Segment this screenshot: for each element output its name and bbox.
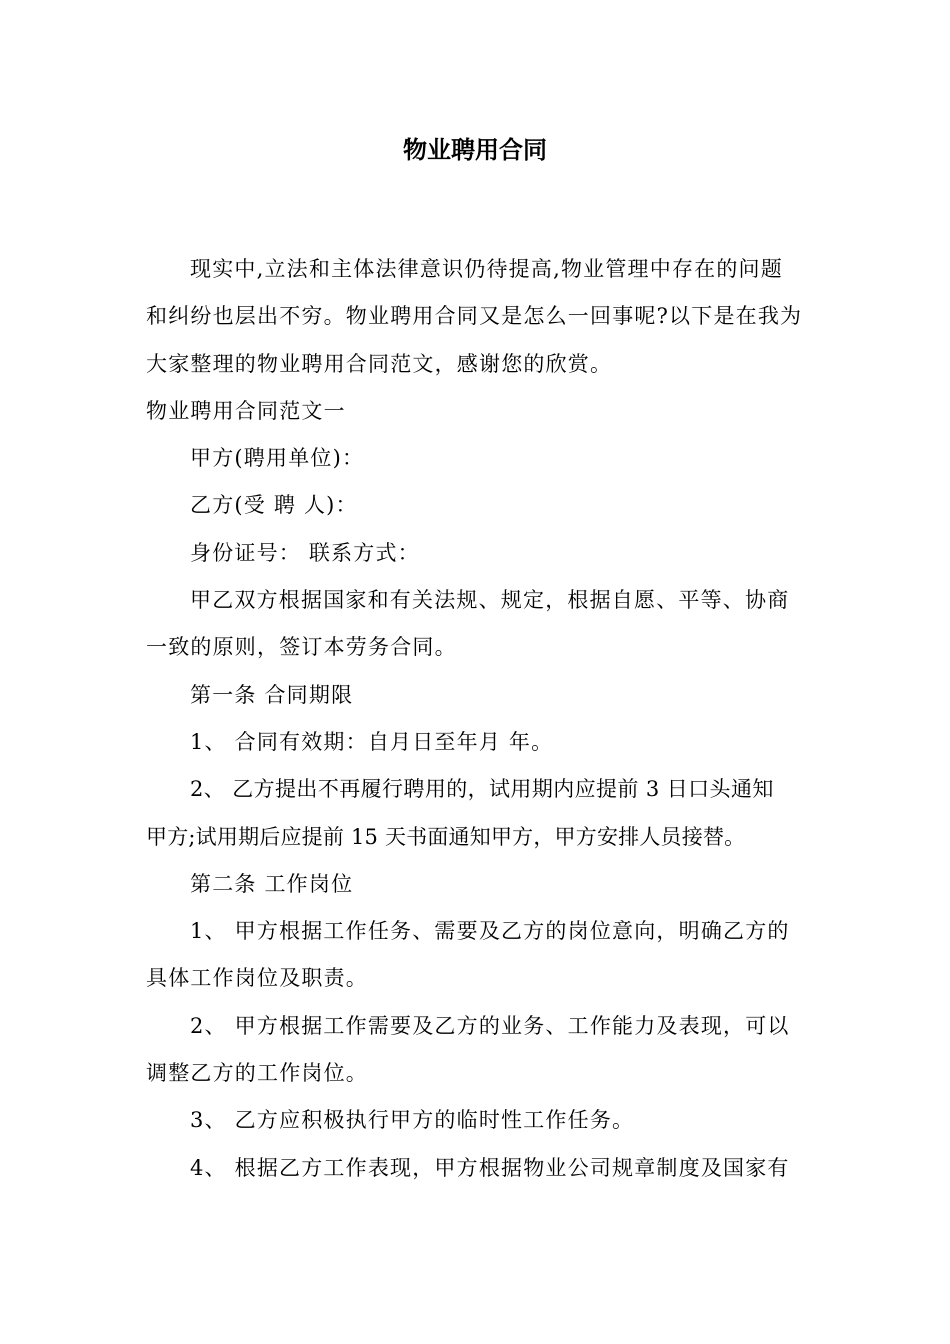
party-b-line: 乙方(受 聘 人)：	[190, 493, 358, 518]
article-2-item-3: 3、 乙方应积极执行甲方的临时性工作任务。	[190, 1108, 635, 1133]
article-2-item-1-line-1: 1、 甲方根据工作任务、需要及乙方的岗位意向，明确乙方的	[190, 919, 790, 944]
party-a-line: 甲方(聘用单位)：	[190, 446, 365, 471]
article-2-item-1-line-2: 具体工作岗位及职责。	[146, 966, 368, 991]
article-1-heading: 第一条 合同期限	[190, 682, 354, 707]
document-title: 物业聘用合同	[403, 136, 547, 164]
agreement-line-1: 甲乙双方根据国家和有关法规、规定，根据自愿、平等、协商	[190, 588, 790, 613]
id-contact-line: 身份证号： 联系方式：	[190, 540, 420, 565]
article-2-heading: 第二条 工作岗位	[190, 871, 354, 896]
intro-line-1: 现实中,立法和主体法律意识仍待提高,物业管理中存在的问题	[190, 257, 783, 281]
article-1-item-1: 1、 合同有效期：自月日至年月 年。	[190, 729, 554, 754]
article-2-item-2-line-1: 2、 甲方根据工作需要及乙方的业务、工作能力及表现，可以	[190, 1013, 790, 1038]
intro-line-2: 和纠纷也层出不穷。物业聘用合同又是怎么一回事呢?以下是在我为	[146, 304, 803, 329]
article-1-item-2-line-2: 甲方;试用期后应提前 15 天书面通知甲方，甲方安排人员接替。	[146, 824, 746, 849]
agreement-line-2: 一致的原则，签订本劳务合同。	[146, 635, 457, 660]
intro-line-3: 大家整理的物业聘用合同范文，感谢您的欣赏。	[146, 351, 613, 376]
section-heading: 物业聘用合同范文一	[146, 398, 346, 423]
article-2-item-2-line-2: 调整乙方的工作岗位。	[146, 1061, 368, 1086]
document-body	[146, 246, 806, 1192]
article-2-item-4-line-1: 4、 根据乙方工作表现，甲方根据物业公司规章制度及国家有	[190, 1155, 790, 1180]
article-1-item-2-line-1: 2、 乙方提出不再履行聘用的，试用期内应提前 3 日口头通知	[190, 777, 774, 802]
